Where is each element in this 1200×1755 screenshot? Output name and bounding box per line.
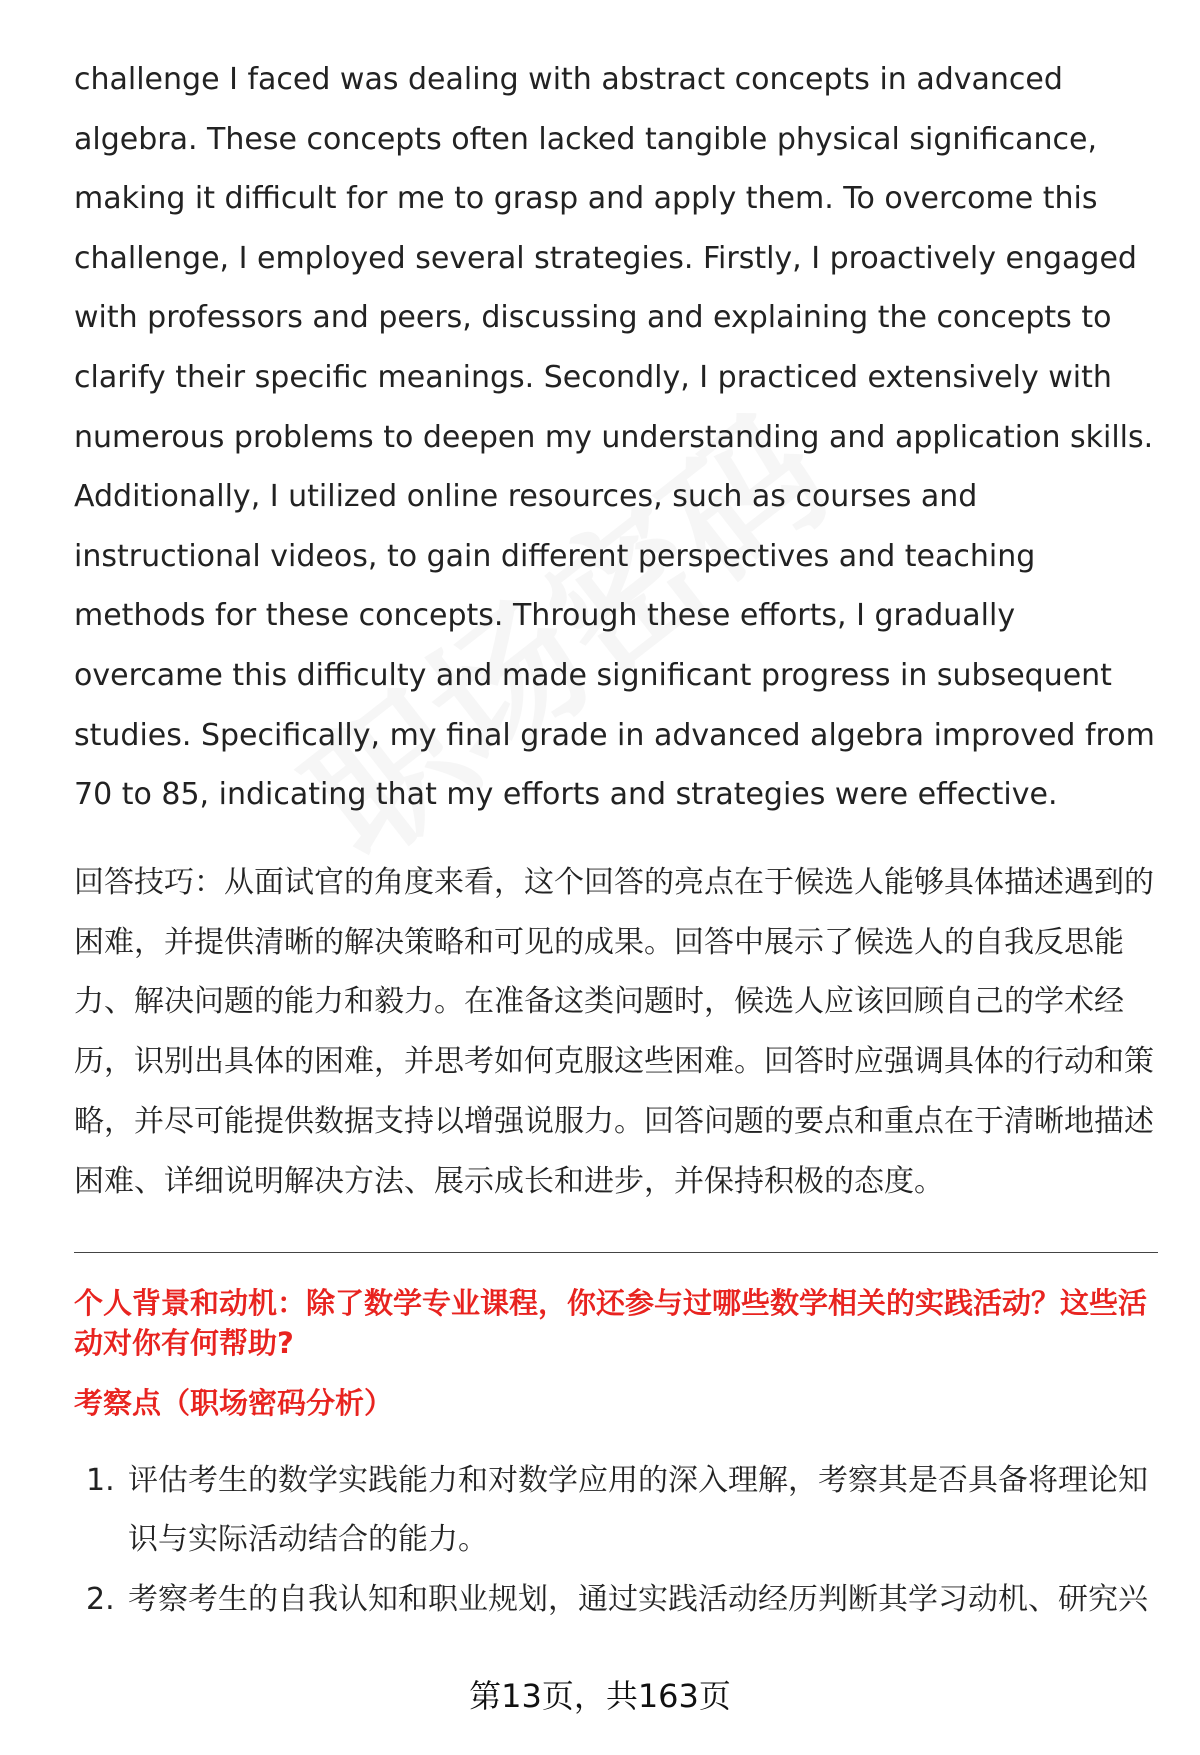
list-item xyxy=(74,1570,1160,1630)
question-heading: 个人背景和动机：除了数学专业课程，你还参与过哪些数学相关的实践活动？这些活动对你有何帮助? xyxy=(74,1285,1148,1360)
page-number: 第13页，共163页 xyxy=(469,1677,731,1715)
tip-text: 从面试官的角度来看，这个回答的亮点在于候选人能够具体描述遇到的困难，并提供清晰的解决策略和可见的成果。回答中展示了候选人的自我反思能力、解决问题的能力和毅力。在准备这类问题时，候选人应该回顾自己的学术经历，识别出具体的困难，并思考如何克服这些困难。回答时应强调具体的行动和策略，并尽可能提供数据支持以增强说服力。回答问题的要点和重点在于清晰地描述困难、详细说明解决方法、展示成长和进步，并保持积极的态度。 xyxy=(74,864,1154,1199)
answer-paragraph-english: challenge I faced was dealing with abstract concepts in advanced algebra. These concepts often lacked tangible physical significance, making it difficult for me to grasp and apply them. To overcome this challenge, I employed several strategies. Firstly, I proactively engaged with professors and peers, discussing and explaining the concepts to clarify their specific meanings. Secondly, I practiced extensively with numerous problems to deepen my understanding and application skills. Additionally, I utilized online resources, such as courses and instructional videos, to gain different perspectives and teaching methods for these concepts. Through these efforts, I gradually overcame this difficulty and made significant progress in subsequent studies. Specifically, my final grade in advanced algebra improved from 70 to 85, indicating that my efforts and strategies were effective. xyxy=(74,62,1155,813)
section-title: 考察点（职场密码分析） xyxy=(74,1385,394,1420)
list-item-number: 1. xyxy=(86,1462,115,1498)
list-item-number: 2. xyxy=(86,1581,115,1617)
document-page xyxy=(74,50,1160,1629)
answer-tip-paragraph xyxy=(74,853,1160,1212)
section-divider xyxy=(74,1252,1158,1253)
list-item xyxy=(74,1451,1160,1570)
tip-label: 回答技巧： xyxy=(74,864,224,900)
list-item-text: 考察考生的自我认知和职业规划，通过实践活动经历判断其学习动机、研究兴 xyxy=(128,1581,1148,1617)
list-item-text: 评估考生的数学实践能力和对数学应用的深入理解，考察其是否具备将理论知识与实际活动结合的能力。 xyxy=(128,1462,1148,1558)
point-list xyxy=(74,1451,1160,1630)
